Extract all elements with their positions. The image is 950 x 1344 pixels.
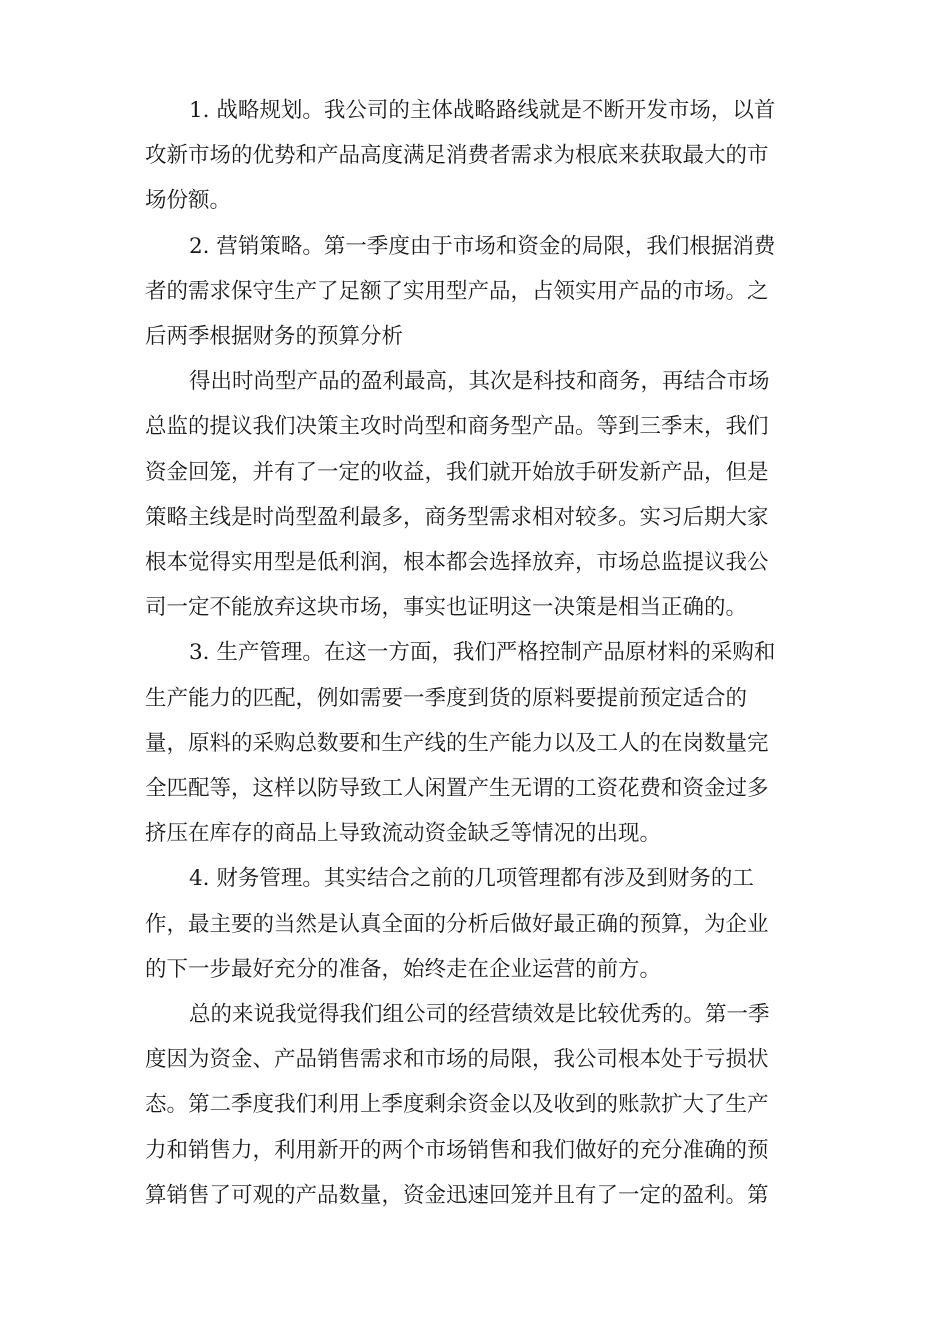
text-line: 4. 财务管理。其实结合之前的几项管理都有涉及到财务的工 (189, 866, 754, 892)
text-line: 度因为资金、产品销售需求和市场的局限，我公司根本处于亏损状 (145, 1047, 769, 1073)
text-line: 得出时尚型产品的盈利最高，其次是科技和商务，再结合市场 (189, 369, 770, 395)
document-body (145, 88, 805, 1218)
text-line: 总的来说我觉得我们组公司的经营绩效是比较优秀的。第一季 (189, 1002, 770, 1028)
paragraph-summary (145, 992, 805, 1218)
text-line: 作，最主要的当然是认真全面的分析后做好最正确的预算，为企业 (145, 911, 769, 937)
text-line: 3. 生产管理。在这一方面，我们严格控制产品原材料的采购和 (189, 640, 776, 666)
text-line: 司一定不能放弃这块市场，事实也证明这一决策是相当正确的。 (145, 595, 748, 621)
text-line: 策略主线是时尚型盈利最多，商务型需求相对较多。实习后期大家 (145, 504, 769, 530)
paragraph-product-analysis (145, 359, 805, 630)
paragraph-production-management (145, 630, 805, 856)
text-line: 根本觉得实用型是低利润，根本都会选择放弃，市场总监提议我公 (145, 550, 769, 576)
text-line: 总监的提议我们决策主攻时尚型和商务型产品。等到三季末，我们 (145, 414, 769, 440)
paragraph-marketing-strategy (145, 224, 805, 360)
text-line: 生产能力的匹配，例如需要一季度到货的原料要提前预定适合的 (145, 685, 748, 711)
text-line: 态。第二季度我们利用上季度剩余资金以及收到的账款扩大了生产 (145, 1092, 769, 1118)
text-line: 攻新市场的优势和产品高度满足消费者需求为根底来获取最大的市 (145, 143, 769, 169)
text-line: 力和销售力，利用新开的两个市场销售和我们做好的充分准确的预 (145, 1137, 769, 1163)
text-line: 挤压在库存的商品上导致流动资金缺乏等情况的出现。 (145, 821, 662, 847)
text-line: 场份额。 (145, 188, 232, 214)
text-line: 量，原料的采购总数要和生产线的生产能力以及工人的在岗数量完 (145, 730, 769, 756)
text-line: 全匹配等，这样以防导致工人闲置产生无谓的工资花费和资金过多 (145, 776, 769, 802)
paragraph-strategy-planning (145, 88, 805, 224)
text-line: 的下一步最好充分的准备，始终走在企业运营的前方。 (145, 956, 662, 982)
text-line: 2. 营销策略。第一季度由于市场和资金的局限，我们根据消费 (189, 233, 776, 259)
text-line: 1. 战略规划。我公司的主体战略路线就是不断开发市场，以首 (189, 98, 776, 123)
paragraph-financial-management (145, 856, 805, 992)
text-line: 后两季根据财务的预算分析 (145, 324, 404, 350)
text-line: 者的需求保守生产了足额了实用型产品，占领实用产品的市场。之 (145, 278, 769, 304)
text-line: 资金回笼，并有了一定的收益，我们就开始放手研发新产品，但是 (145, 459, 769, 485)
text-line: 算销售了可观的产品数量，资金迅速回笼并且有了一定的盈利。第 (145, 1182, 769, 1208)
